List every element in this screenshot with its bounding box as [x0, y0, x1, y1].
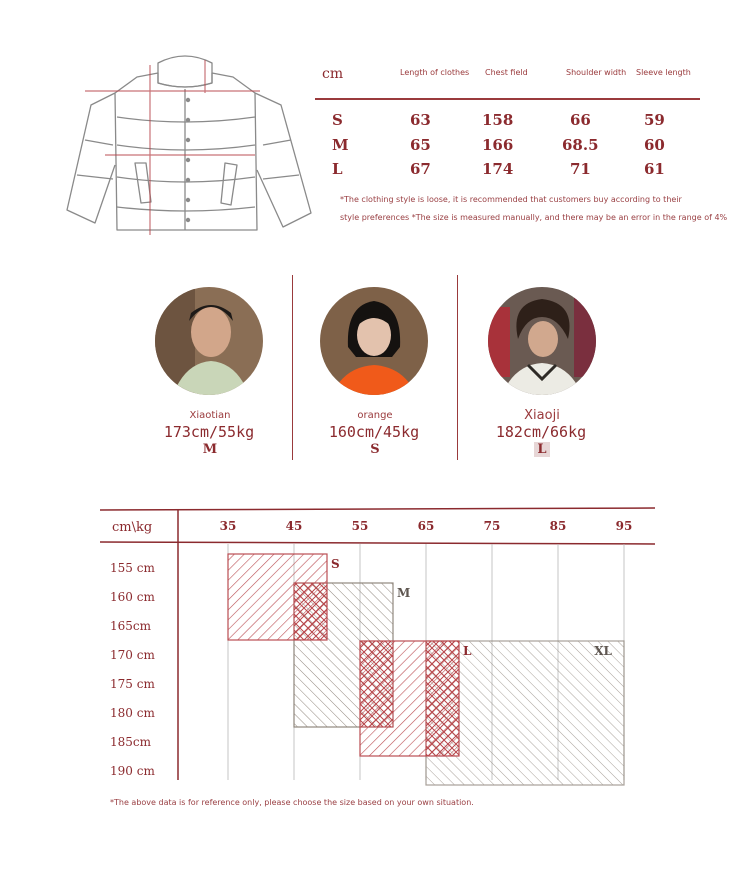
weight-label: 95	[615, 519, 633, 533]
size-overlap	[426, 641, 459, 756]
height-label: 160 cm	[110, 590, 155, 604]
avatar	[320, 287, 428, 395]
size-region-label: S	[331, 557, 340, 571]
height-label: 180 cm	[110, 706, 155, 720]
jacket-sketch	[55, 45, 320, 245]
weight-label: 65	[417, 519, 435, 533]
model-name: Xiaoji	[524, 408, 560, 423]
size-overlap	[294, 583, 327, 640]
model-name: Xiaotian	[189, 410, 231, 421]
cell: 63	[410, 111, 431, 129]
footnote: *The above data is for reference only, please choose the size based on your own situation.	[110, 798, 474, 807]
weight-label: 55	[351, 519, 369, 533]
height-label: 155 cm	[110, 561, 155, 575]
chart-header-rule	[100, 542, 655, 544]
size-region-label: XL	[594, 644, 612, 658]
cell: 166	[482, 136, 514, 154]
cell: 71	[570, 160, 591, 178]
table-unit: cm	[322, 66, 344, 82]
cell: 66	[570, 111, 591, 129]
avatar	[488, 287, 596, 395]
table-row	[322, 136, 702, 158]
corner-label: cm\kg	[112, 520, 153, 535]
model-stats: 160cm/45kg	[328, 423, 420, 441]
size-region-label: L	[463, 644, 472, 658]
chart-top-rule	[100, 508, 655, 510]
height-label: 185cm	[110, 735, 152, 749]
header-chest: Chest field	[485, 68, 528, 77]
model-size: M	[202, 442, 218, 457]
header-sleeve: Sleeve length	[636, 68, 691, 77]
model-stats: 173cm/55kg	[163, 423, 255, 441]
size-overlap	[360, 641, 393, 727]
cell: 158	[482, 111, 514, 129]
model-size	[467, 442, 617, 457]
cell: 65	[410, 136, 431, 154]
weight-label: 45	[285, 519, 303, 533]
cell: 60	[644, 136, 665, 154]
weight-label: 75	[483, 519, 501, 533]
cell: 61	[644, 160, 665, 178]
weight-label: 35	[219, 519, 237, 533]
cell: 67	[410, 160, 431, 178]
model-stats: 182cm/66kg	[495, 423, 587, 441]
table-note-line2: style preferences *The size is measured manually, and there may be an error in the range of 4%	[340, 213, 728, 222]
size-chart	[100, 500, 660, 790]
table-rule	[315, 98, 700, 100]
height-label: 170 cm	[110, 648, 155, 662]
model-name: orange	[357, 410, 393, 421]
table-row	[322, 160, 702, 182]
cell: 59	[644, 111, 665, 129]
weight-label: 85	[549, 519, 567, 533]
header-shoulder: Shoulder width	[566, 68, 627, 77]
cell: 174	[482, 160, 514, 178]
height-label: 175 cm	[110, 677, 155, 691]
cell: 68.5	[562, 136, 599, 154]
model-size-label: L	[534, 442, 549, 457]
height-label: 190 cm	[110, 764, 155, 778]
table-row	[322, 111, 702, 133]
height-label: 165cm	[110, 619, 152, 633]
size-label: L	[332, 160, 343, 178]
size-label: S	[332, 111, 343, 129]
model-size: S	[370, 442, 380, 457]
table-note-line1: *The clothing style is loose, it is recommended that customers buy according to their	[340, 195, 682, 204]
header-length: Length of clothes	[400, 68, 470, 77]
avatar	[155, 287, 263, 395]
size-region-label: M	[397, 586, 411, 600]
size-label: M	[332, 136, 349, 154]
